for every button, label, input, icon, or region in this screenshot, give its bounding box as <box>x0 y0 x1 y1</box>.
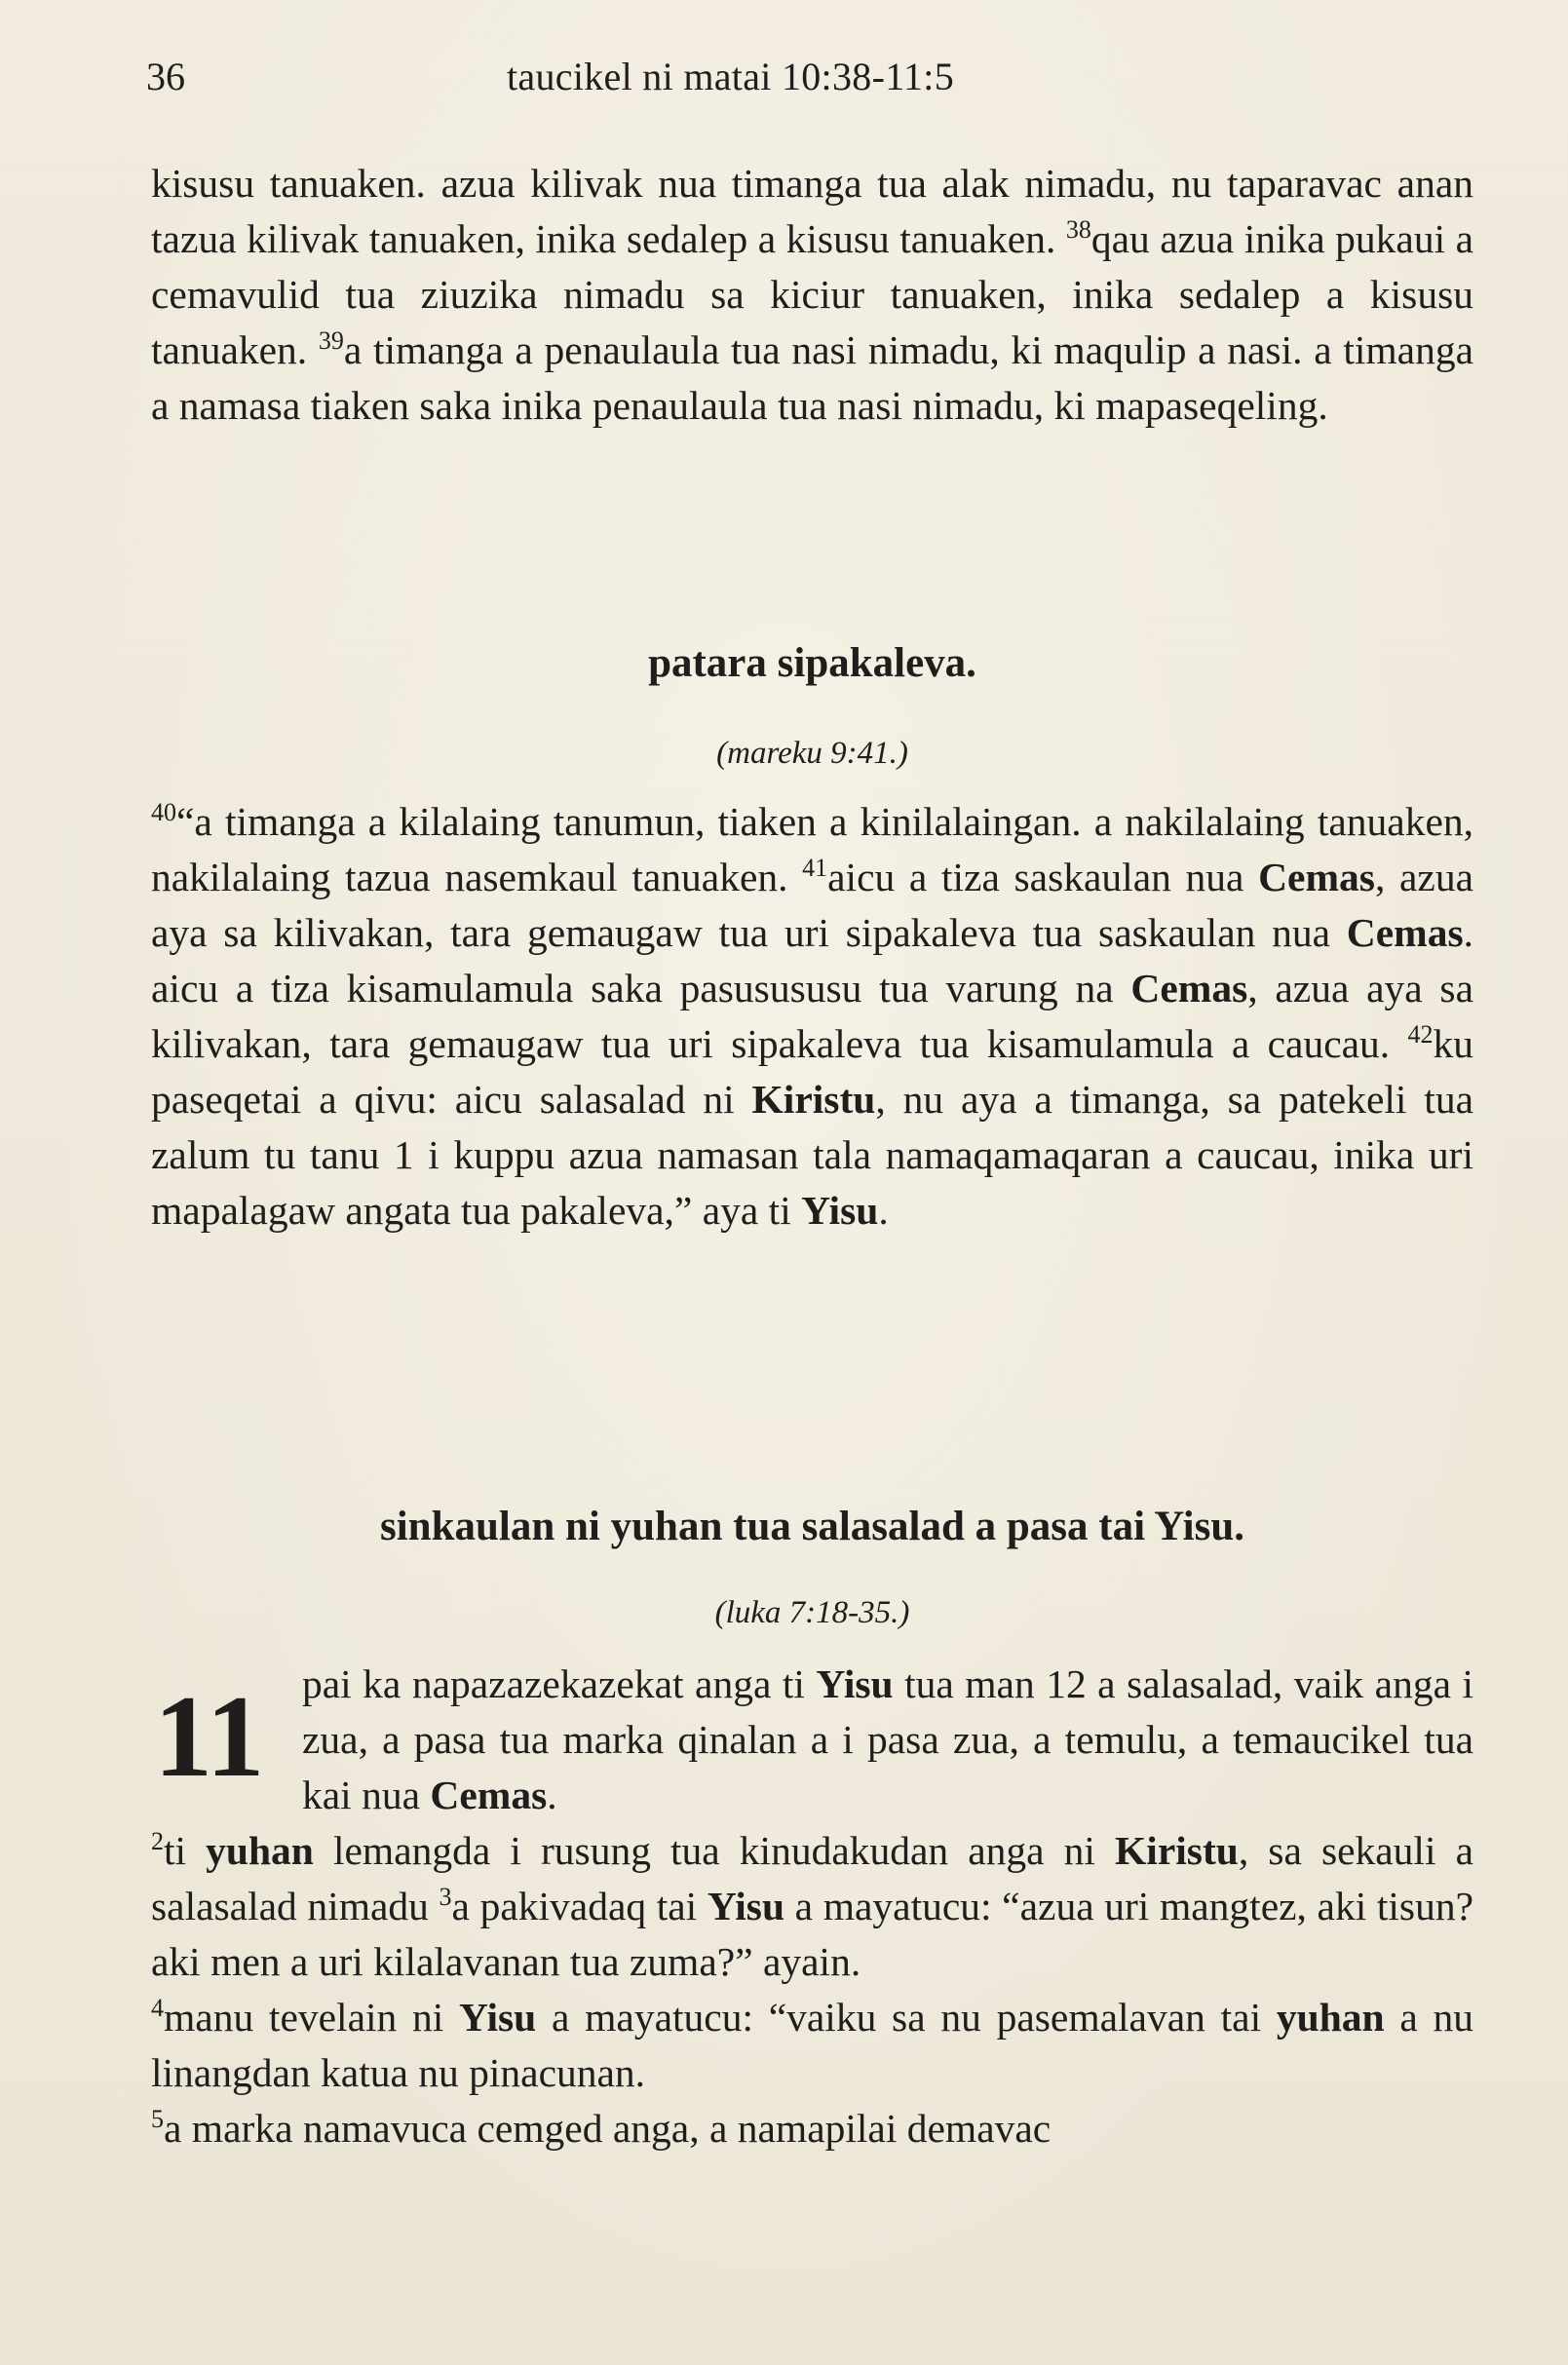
running-head: taucikel ni matai 10:38-11:5 <box>507 55 955 98</box>
name-bold: Cemas <box>1130 966 1248 1011</box>
verse-37-text: kisusu tanuaken. azua kilivak nua timanga tua alak nimadu, nu taparavac anan tazua kilivak tanuaken, inika sedalep a kisusu tanuaken. <box>151 161 1473 261</box>
verse-3-text: a mayatucu: “azua uri mangtez, aki tisun? aki men a uri kilalavanan tua zuma?” ayain. <box>151 1884 1473 1984</box>
section-reference: (mareku 9:41.) <box>716 736 908 771</box>
paragraph <box>151 156 1473 434</box>
verse-42-text: ku paseqetai a qivu: aicu salasalad ni <box>151 1021 1473 1122</box>
name-bold: Cemas <box>430 1773 548 1817</box>
name-bold: Yisu <box>801 1188 879 1233</box>
paragraph <box>151 1823 1473 1990</box>
name-bold: Kiristu <box>1115 1828 1239 1873</box>
page-header <box>146 54 1422 112</box>
name-bold: Yisu <box>459 1995 537 2040</box>
verse-number: 4 <box>151 1994 164 2023</box>
verse-1-text: tua man 12 a salasalad, vaik anga i zua, a pasa tua marka qinalan a i pasa zua, a temulu, a temaucikel tua kai nua <box>302 1661 1473 1817</box>
paragraph <box>302 1657 1473 1823</box>
verse-number: 41 <box>802 854 828 883</box>
verse-number: 42 <box>1407 1020 1434 1049</box>
verse-number: 3 <box>439 1883 452 1912</box>
verse-41-text: aicu a tiza saskaulan nua <box>827 855 1259 899</box>
verse-3-text: a pakivadaq tai <box>451 1884 708 1928</box>
verse-1-text: . <box>547 1773 557 1817</box>
verse-38-text: qau azua inika pukaui a cemavulid tua ziuzika nimadu sa kiciur tanuaken, inika sedalep a kisusu tanuaken. <box>151 216 1473 372</box>
name-bold: Yisu <box>816 1661 894 1706</box>
verse-5-text: a marka namavuca cemged anga, a namapilai demavac <box>164 2106 1052 2151</box>
verse-41-text: . aicu a tiza kisamulamula saka pasusususu tua varung na <box>151 910 1473 1011</box>
section-reference: (luka 7:18-35.) <box>714 1595 910 1630</box>
verse-39-text: a timanga a penaulaula tua nasi nimadu, ki maqulip a nasi. a timanga a namasa tiaken saka inika penaulaula tua nasi nimadu, ki mapaseqeling. <box>151 327 1473 428</box>
verse-2-text: lemangda i rusung tua kinudakudan anga ni <box>313 1828 1116 1873</box>
verse-4-text: a mayatucu: “vaiku sa nu pasemalavan tai <box>536 1995 1277 2040</box>
section-heading: sinkaulan ni yuhan tua salasalad a pasa tai Yisu. <box>379 1504 1245 1549</box>
name-bold: yuhan <box>206 1828 314 1873</box>
verse-number: 38 <box>1065 215 1091 245</box>
verse-2-text: ti <box>164 1828 207 1873</box>
verse-number: 40 <box>151 798 176 827</box>
verse-2-text: , sa sekauli a salasalad nimadu <box>151 1828 1473 1928</box>
verse-number: 5 <box>151 2105 164 2134</box>
verse-number: 2 <box>151 1827 164 1856</box>
name-bold: yuhan <box>1276 1995 1385 2040</box>
paragraph <box>151 794 1473 1239</box>
page-number: 36 <box>146 55 185 98</box>
paragraph <box>151 1990 1473 2101</box>
chapter-opening <box>302 1657 1473 1823</box>
chapter-number: 11 <box>154 1671 265 1801</box>
verse-number: 39 <box>318 326 344 356</box>
section-heading: patara sipakaleva. <box>648 640 976 686</box>
verse-4-text: manu tevelain ni <box>164 1995 460 2040</box>
name-bold: Yisu <box>707 1884 785 1928</box>
name-bold: Cemas <box>1346 910 1464 955</box>
verse-4-text: a nu linangdan katua nu pinacunan. <box>151 1995 1473 2095</box>
verses-40-42 <box>151 794 1473 1239</box>
verses-37-39 <box>151 156 1473 434</box>
verse-41-text: , azua aya sa kilivakan, tara gemaugaw tua uri sipakaleva tua saskaulan nua <box>151 855 1473 955</box>
verse-1-text: pai ka napazazekazekat anga ti <box>302 1661 817 1706</box>
verse-41-text: , azua aya sa kilivakan, tara gemaugaw tua uri sipakaleva tua kisamulamula a caucau. <box>151 966 1474 1066</box>
name-bold: Kiristu <box>751 1077 876 1122</box>
verse-42-text: . <box>878 1188 889 1233</box>
verse-40-text: “a timanga a kilalaing tanumun, tiaken a kinilalaingan. a nakilalaing tanuaken, nakilalaing tazua nasemkaul tanuaken. <box>151 799 1473 899</box>
name-bold: Cemas <box>1258 855 1375 899</box>
paragraph <box>151 2101 1473 2156</box>
verse-42-text: , nu aya a timanga, sa patekeli tua zalum tu tanu 1 i kuppu azua namasan tala namaqamaqaran a caucau, inika uri mapalagaw angata tua pakaleva,” aya ti <box>151 1077 1473 1233</box>
verses-2-5 <box>151 1823 1473 2156</box>
